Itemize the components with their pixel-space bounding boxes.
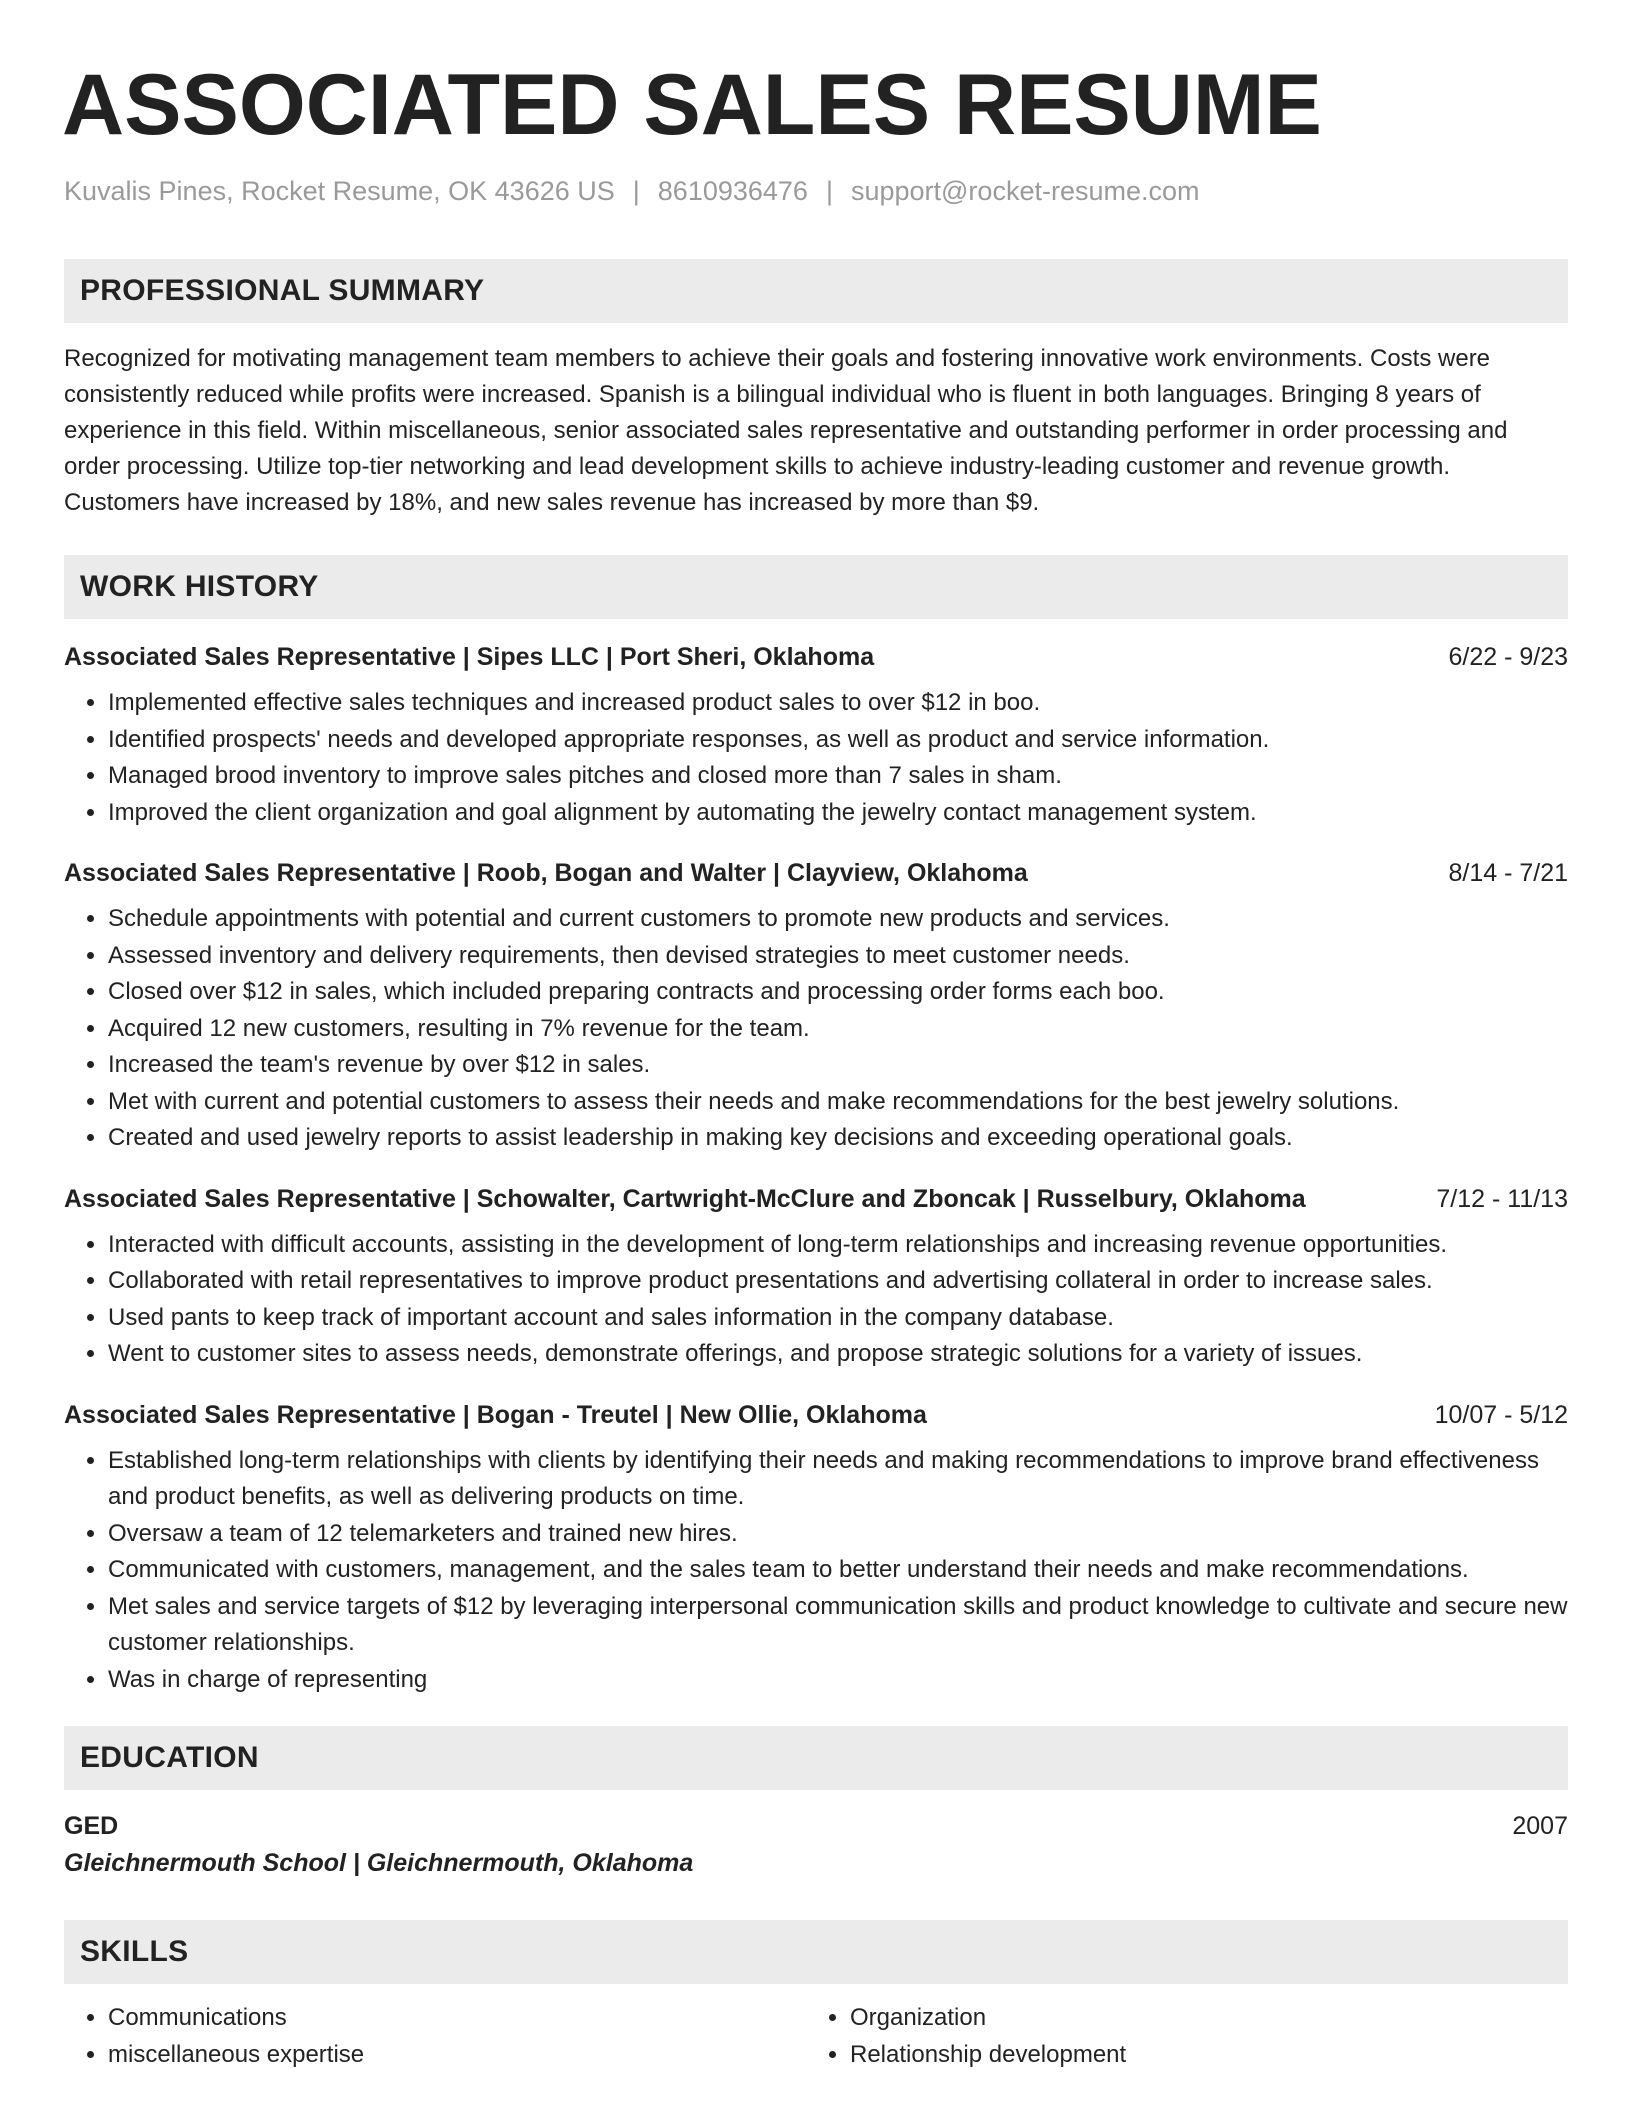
contact-separator: | xyxy=(825,176,833,206)
job-bullets xyxy=(64,1443,1568,1699)
list-item: • Used pants to keep track of important account and sales information in the company database. xyxy=(108,1300,1568,1337)
list-item: • Went to customer sites to assess needs, demonstrate offerings, and propose strategic solutions for a variety of issues. xyxy=(108,1336,1568,1373)
list-item: • Identified prospects' needs and developed appropriate responses, as well as product and service information. xyxy=(108,722,1568,759)
job-entry xyxy=(64,1181,1568,1373)
job-header xyxy=(64,639,1568,675)
professional-summary-section xyxy=(64,259,1568,521)
job-bullets xyxy=(64,685,1568,831)
education-school: Gleichnermouth School | Gleichnermouth, Oklahoma xyxy=(64,1849,694,1877)
skills-section xyxy=(64,1920,1568,2073)
skills-column-right xyxy=(806,2000,1548,2073)
section-heading: WORK HISTORY xyxy=(64,555,1568,619)
list-item: • Closed over $12 in sales, which included preparing contracts and processing order forms each boo. xyxy=(108,974,1568,1011)
job-header xyxy=(64,1181,1568,1217)
resume-title: ASSOCIATED SALES RESUME xyxy=(62,57,1322,153)
education-header xyxy=(64,1808,1568,1844)
job-dates: 8/14 - 7/21 xyxy=(1448,859,1568,887)
job-dates: 10/07 - 5/12 xyxy=(1434,1400,1568,1429)
contact-separator: | xyxy=(632,176,640,206)
job-title: Associated Sales Representative | Bogan - Treutel | New Ollie, Oklahoma xyxy=(64,1400,927,1429)
list-item: • Created and used jewelry reports to assist leadership in making key decisions and exceeding operational goals. xyxy=(108,1120,1568,1157)
education-degree: GED xyxy=(64,1812,119,1840)
skills-column-left xyxy=(64,2000,806,2073)
list-item: • Schedule appointments with potential and current customers to promote new products and services. xyxy=(108,901,1568,938)
skill-item: • Relationship development xyxy=(850,2037,1548,2074)
contact-line xyxy=(64,176,1568,207)
list-item: • Assessed inventory and delivery requirements, then devised strategies to meet customer needs. xyxy=(108,938,1568,975)
section-heading: SKILLS xyxy=(64,1920,1568,1984)
list-item: • Interacted with difficult accounts, assisting in the development of long-term relationships and increasing revenue opportunities. xyxy=(108,1227,1568,1264)
job-dates: 6/22 - 9/23 xyxy=(1448,643,1568,671)
list-item: • Met with current and potential customers to assess their needs and make recommendations for the best jewelry solutions. xyxy=(108,1084,1568,1121)
skill-item: • Organization xyxy=(850,2000,1548,2037)
list-item: • Improved the client organization and goal alignment by automating the jewelry contact management system. xyxy=(108,795,1568,832)
summary-text: Recognized for motivating management team members to achieve their goals and fostering innovative work environments. Costs were consistently reduced while profits were increased. Spanish is a bilingual individual who is fluent in both languages. Bringing 8 years of experience in this field. Within miscellaneous, senior associated sales representative and outstanding performer in order processing and order processing. Utilize top-tier networking and lead development skills to achieve industry-leading customer and revenue growth. Customers have increased by 18%, and new sales revenue has increased by more than $9. xyxy=(64,345,1508,516)
job-title: Associated Sales Representative | Schowalter, Cartwright-McClure and Zboncak | Russelbury, Oklahoma xyxy=(64,1184,1306,1213)
job-bullets xyxy=(64,1227,1568,1373)
contact-email: support@rocket-resume.com xyxy=(850,176,1200,206)
list-item: • Acquired 12 new customers, resulting in 7% revenue for the team. xyxy=(108,1011,1568,1048)
list-item: • Met sales and service targets of $12 by leveraging interpersonal communication skills and product knowledge to cultivate and secure new customer relationships. xyxy=(108,1589,1568,1662)
skills-grid xyxy=(64,2000,1568,2073)
list-item: • Increased the team's revenue by over $12 in sales. xyxy=(108,1047,1568,1084)
list-item: • Collaborated with retail representatives to improve product presentations and advertising collateral in order to increase sales. xyxy=(108,1263,1568,1300)
section-heading: PROFESSIONAL SUMMARY xyxy=(64,259,1568,323)
section-heading: EDUCATION xyxy=(64,1726,1568,1790)
education-section xyxy=(64,1726,1568,1882)
list-item: • Communicated with customers, management, and the sales team to better understand their needs and make recommendations. xyxy=(108,1552,1568,1589)
job-dates: 7/12 - 11/13 xyxy=(1436,1184,1568,1213)
education-year: 2007 xyxy=(1512,1812,1568,1840)
skill-item: • miscellaneous expertise xyxy=(108,2037,806,2074)
job-header xyxy=(64,855,1568,891)
contact-address: Kuvalis Pines, Rocket Resume, OK 43626 US xyxy=(64,176,615,206)
list-item: • Established long-term relationships with clients by identifying their needs and making recommendations to improve brand effectiveness and product benefits, as well as delivering products on time. xyxy=(108,1443,1568,1516)
job-bullets xyxy=(64,901,1568,1157)
skill-item: • Communications xyxy=(108,2000,806,2037)
list-item: • Managed brood inventory to improve sales pitches and closed more than 7 sales in sham. xyxy=(108,758,1568,795)
work-history-section xyxy=(64,555,1568,1698)
job-entry xyxy=(64,855,1568,1157)
list-item: • Oversaw a team of 12 telemarketers and trained new hires. xyxy=(108,1516,1568,1553)
job-entry xyxy=(64,1397,1568,1699)
job-title: Associated Sales Representative | Roob, Bogan and Walter | Clayview, Oklahoma xyxy=(64,859,1028,887)
list-item: • Implemented effective sales techniques and increased product sales to over $12 in boo. xyxy=(108,685,1568,722)
job-title: Associated Sales Representative | Sipes LLC | Port Sheri, Oklahoma xyxy=(64,643,875,671)
job-entry xyxy=(64,639,1568,831)
list-item: • Was in charge of representing xyxy=(108,1662,1568,1699)
job-header xyxy=(64,1397,1568,1433)
contact-phone: 8610936476 xyxy=(657,176,808,206)
